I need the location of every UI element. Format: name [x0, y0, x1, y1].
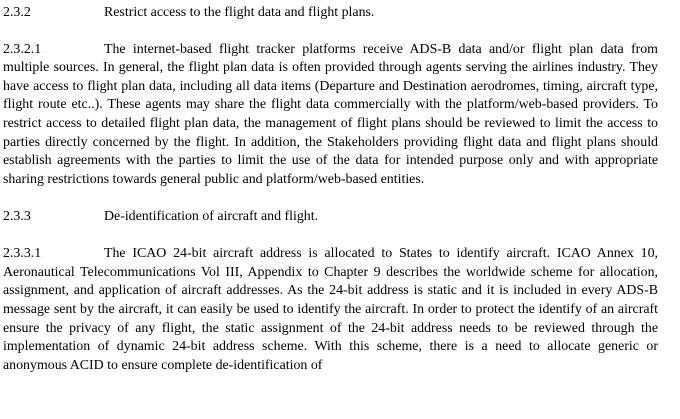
- paragraph-number: 2.3.2.1: [3, 41, 42, 57]
- paragraph-number: 2.3.3.1: [3, 246, 42, 262]
- section-number: 2.3.3: [3, 208, 31, 224]
- paragraph-2-3-2-1: [3, 41, 658, 190]
- spacer: [3, 23, 658, 41]
- spacer: [3, 227, 658, 246]
- document-page: [3, 4, 658, 375]
- section-heading-2-3-2: [3, 4, 658, 23]
- spacer: [3, 189, 658, 208]
- section-title: Restrict access to the flight data and flight plans.: [104, 5, 375, 20]
- section-heading-2-3-3: [3, 208, 658, 227]
- paragraph-text: The ICAO 24-bit aircraft address is allocated to States to identify aircraft. ICAO Annex 10, Aeronautical Telecommunications Vol III, Appendix to Chapter 9 describes the worldwide scheme for allocation, assignment, and application of aircraft addresses. As the 24-bit address is static and it is included in every ADS-B message sent by the aircraft, it can easily be used to identify the aircraft. In order to protect the identify of an aircraft ensure the privacy of any flight, the static assignment of the 24-bit address needs to be reviewed through the implementation of dynamic 24-bit address scheme. With this scheme, there is a need to allocate generic or anonymous ACID to ensure complete de-identification of: [3, 246, 658, 373]
- section-number: 2.3.2: [3, 5, 31, 20]
- paragraph-2-3-3-1: [3, 245, 658, 375]
- section-title: De-identification of aircraft and flight.: [104, 208, 319, 224]
- paragraph-text: The internet-based flight tracker platforms receive ADS-B data and/or flight plan data from multiple sources. In general, the flight plan data is often provided through agents serving the airlines industry. They have access to flight plan data, including all data items (Departure and Destination aerodromes, timing, aircraft type, flight route etc..). These agents may share the flight data commercially with the platform/web-based providers. To restrict access to detailed flight plan data, the management of flight plans should be reviewed to limit the access to parties directly concerned by the flight. In addition, the Stakeholders providing flight data and flight plans should establish agreements with the parties to limit the use of the data for intended purpose only and with appropriate sharing restrictions towards general public and platform/web-based entities.: [3, 41, 658, 187]
